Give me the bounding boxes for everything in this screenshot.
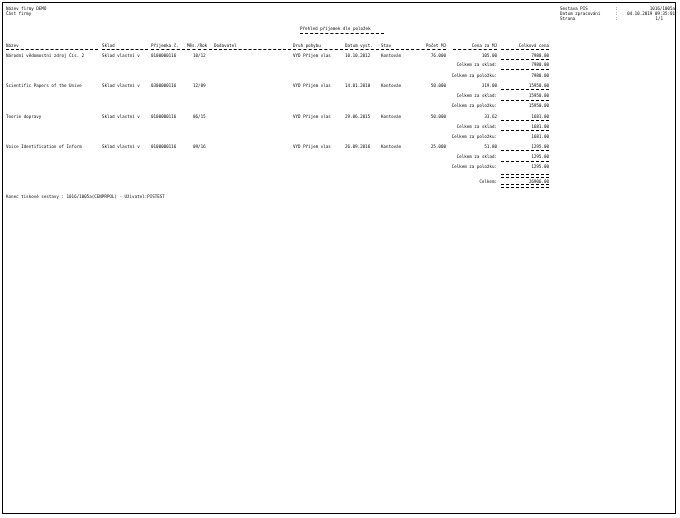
row-unit-price: 105.00 [481,53,497,58]
row-receipt: 0300000116 [151,83,177,88]
row-state: Kontován [381,144,402,149]
report-title: Přehled příjemek dle položek [300,26,371,31]
row-receipt: 0100000116 [151,144,177,149]
page-label: Strana [560,16,576,21]
row-qty: 25.000 [430,144,446,149]
row-period: 06/15 [193,114,206,119]
item-total-label: Celkem za položku: [451,134,497,139]
subtotal-rule [501,100,549,101]
col-state: Stav [381,43,392,48]
row-state: Kontován [381,53,402,58]
store-total-value: 7980.00 [531,62,549,67]
grand-total-rule [501,184,549,188]
header-rule [187,49,212,50]
col-supplier: Dodavatel [214,43,237,48]
row-movement: VYD Příjem vlas [293,114,331,119]
item-total-label: Celkem za položku: [451,73,497,78]
row-store: Sklad vlastní v [102,144,140,149]
row-movement: VYD Příjem vlas [293,83,331,88]
col-unit-price: Cena za MJ [471,43,497,48]
row-total: 1681.00 [531,114,549,119]
row-qty: 50.000 [430,83,446,88]
col-movement: Druh pohybu [293,43,321,48]
report-page [2,2,676,514]
row-issued: 10.10.2012 [345,53,371,58]
subtotal-rule [501,89,549,90]
row-name: Scientific Papers of the Unive [6,83,82,88]
row-receipt: 0100000116 [151,114,177,119]
grand-total-label: Celkem: [479,179,497,184]
header-rule [453,49,497,50]
row-unit-price: 33.62 [484,114,497,119]
header-rule [381,49,409,50]
subtotal-rule [501,69,549,70]
item-total-label: Celkem za položku: [451,103,497,108]
subtotal-rule [501,150,549,151]
header-rule [411,49,446,50]
row-issued: 14.01.2010 [345,83,371,88]
store-total-label: Celkem za sklad: [456,154,497,159]
row-period: 10/12 [193,53,206,58]
report-sep: : [615,6,618,11]
row-name: Národní vědomostní zdroj Čís. 2 [6,53,85,58]
item-total-value: 1681.00 [531,134,549,139]
header-rule [501,49,549,50]
row-total: 1295.00 [531,144,549,149]
col-issued: Datum vyst. [345,43,373,48]
row-store: Sklad vlastní v [102,114,140,119]
col-store: Sklad [102,43,115,48]
store-total-value: 1681.00 [531,124,549,129]
row-qty: 50.000 [430,114,446,119]
header-rule [345,49,379,50]
row-issued: 29.06.2015 [345,114,371,119]
col-receipt: Příjemka č. [151,43,179,48]
subtotal-rule [501,120,549,121]
header-rule [6,49,98,50]
row-name: Teorie dopravy [6,114,42,119]
row-period: 12/09 [193,83,206,88]
subtotal-rule [501,59,549,60]
col-qty: Počet MJ [425,43,446,48]
row-unit-price: 51.80 [484,144,497,149]
col-name: Název [6,43,19,48]
store-total-label: Celkem za sklad: [456,62,497,67]
item-total-value: 7980.00 [531,73,549,78]
report-footer: Konec tiskové sestavy : 1016/1005a(CENPRPOL) - Uživatel:PISTEST [6,194,165,199]
report-label: Sestava PIS [560,6,588,11]
store-total-label: Celkem za sklad: [456,124,497,129]
row-movement: VYD Příjem vlas [293,144,331,149]
item-total-label: Celkem za položku: [451,164,497,169]
processed-sep: : [615,11,618,16]
report-code: 1016/1005a [649,6,675,11]
row-store: Sklad vlastní v [102,83,140,88]
header-rule [151,49,185,50]
page-value: 1/1 [655,16,663,21]
header-rule [293,49,343,50]
processed-value: 04.10.2019 09:35:01 [627,11,675,16]
title-underline [300,33,384,34]
store-total-value: 1295.00 [531,154,549,159]
grand-total-rule [501,174,549,178]
row-period: 09/16 [193,144,206,149]
row-total: 7980.00 [531,53,549,58]
item-total-value: 1295.00 [531,164,549,169]
row-store: Sklad vlastní v [102,53,140,58]
row-total: 15950.00 [528,83,549,88]
col-total: Celková cena [518,43,549,48]
col-period: Měs./Rok [187,43,208,48]
row-state: Kontován [381,114,402,119]
page-sep: : [615,16,618,21]
row-unit-price: 319.00 [481,83,497,88]
header-rule [214,49,291,50]
row-receipt: 0100000116 [151,53,177,58]
store-total-value: 15950.00 [528,93,549,98]
subtotal-rule [501,130,549,131]
header-rule [102,49,148,50]
company-part: Část firmy [6,11,32,16]
row-state: Kontován [381,83,402,88]
row-name: Voice Identification of Inform [6,144,82,149]
store-total-label: Celkem za sklad: [456,93,497,98]
grand-total-value: 26906.00 [528,179,549,184]
row-movement: VYD Příjem vlas [293,53,331,58]
item-total-value: 15950.00 [528,103,549,108]
company-name: Název firmy DEMO [6,6,47,11]
row-qty: 76.000 [430,53,446,58]
subtotal-rule [501,161,549,162]
row-issued: 26.09.2016 [345,144,371,149]
processed-label: Datum zpracování [560,11,601,16]
